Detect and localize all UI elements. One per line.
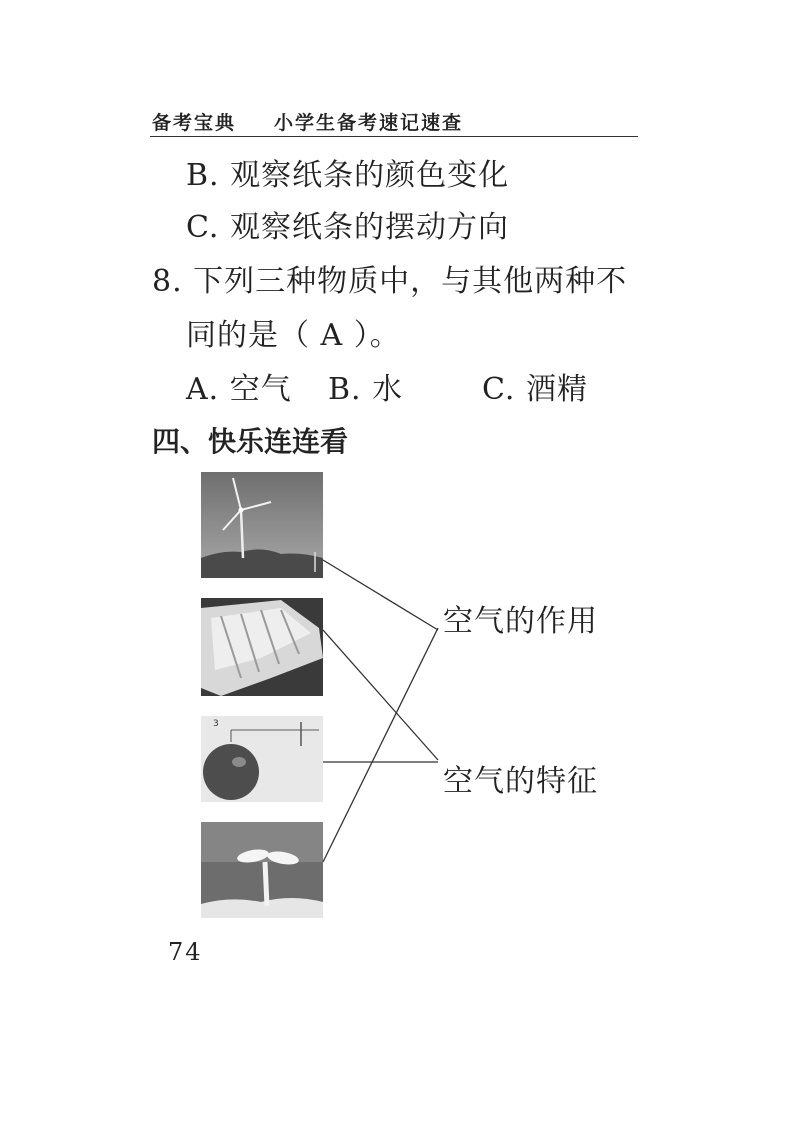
- label-air-function: 空气的作用: [443, 604, 598, 639]
- match-line-seedling: [323, 628, 438, 862]
- q7-option-b: B. 观察纸条的颜色变化: [186, 158, 510, 193]
- q8-stem-line1: 8. 下列三种物质中，与其他两种不: [152, 264, 628, 299]
- series-title: 小学生备考速记速查: [274, 112, 464, 134]
- page-number: 74: [168, 938, 203, 966]
- label-air-feature: 空气的特征: [443, 764, 598, 799]
- q8-option-b: B. 水: [328, 372, 404, 407]
- section-title: 四、快乐连连看: [152, 425, 349, 458]
- q7-option-c: C. 观察纸条的摆动方向: [186, 210, 509, 245]
- match-line-turbine: [323, 560, 438, 630]
- match-line-bubblewrap: [323, 630, 438, 760]
- q8-stem-line2: 同的是（ A ）。: [186, 318, 401, 353]
- q8-option-a: A. 空气: [186, 372, 292, 407]
- q8-option-c: C. 酒精: [482, 372, 588, 407]
- book-title: 备考宝典: [152, 112, 237, 134]
- svg-text:3: 3: [213, 719, 219, 729]
